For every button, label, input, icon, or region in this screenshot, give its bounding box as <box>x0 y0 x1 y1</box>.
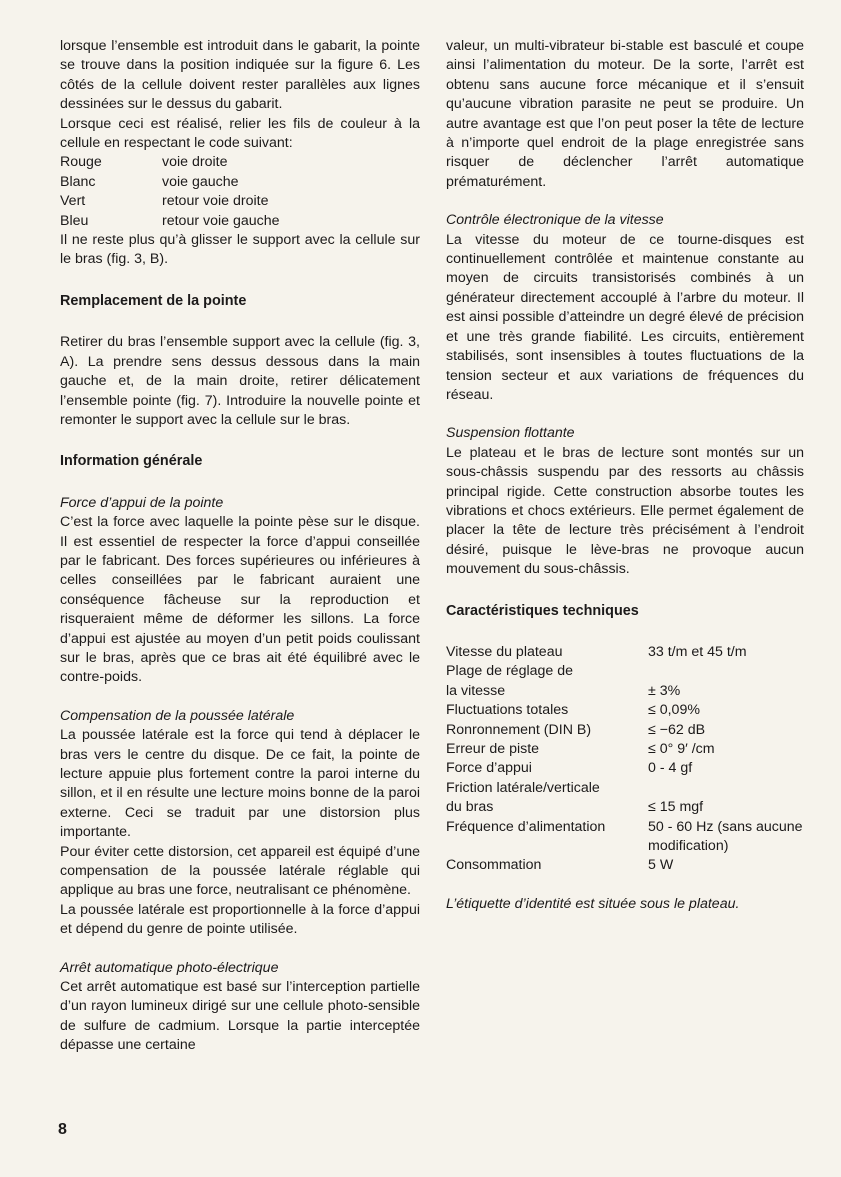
spec-row <box>446 701 804 720</box>
subheading-force-appui: Force d’appui de la pointe <box>60 494 224 511</box>
spec-table <box>446 643 804 876</box>
spec-row <box>446 682 804 701</box>
code-meaning: retour voie droite <box>162 193 269 210</box>
left-column <box>60 37 420 1056</box>
spec-row <box>446 856 804 875</box>
subheading-controle-vitesse: Contrôle électronique de la vitesse <box>446 212 664 229</box>
paragraph: La vitesse du moteur de ce tourne-disques est continuellement contrôlée et maintenue constante au moyen de circuits transistorisés combinés à un générateur directement accouplé à l’arbre du moteur. Il est ainsi possible d’atteindre un degré élevé de précision et une très grande fiabilité. Les circuits, entièrement stabilisés, sont insensibles à toutes fluctuations de la tension secteur et aux variations de fréquences du réseau. <box>446 231 804 403</box>
section-heading-information: Information générale <box>60 453 203 470</box>
spec-label: la vitesse <box>446 682 506 699</box>
spec-value: 5 W <box>648 857 674 874</box>
spec-row <box>446 759 804 778</box>
spec-label: Vitesse du plateau <box>446 643 563 660</box>
code-color: Bleu <box>60 212 89 229</box>
paragraph: lorsque l’ensemble est introduit dans le gabarit, la pointe se trouve dans la position indiquée sur la figure 6. Les côtés de la cellule doivent rester parallèles aux lignes dessinées sur le dessus du gabarit. <box>60 38 420 113</box>
spec-label: du bras <box>446 799 494 816</box>
section-heading-caracteristiques: Caractéristiques techniques <box>446 602 639 619</box>
spec-value: ± 3% <box>648 682 681 699</box>
subheading-arret-automatique: Arrêt automatique photo-électrique <box>60 959 279 976</box>
code-meaning: retour voie gauche <box>162 212 280 229</box>
spec-value <box>648 779 804 798</box>
right-column <box>446 37 804 914</box>
spec-label: Fréquence d’alimentation <box>446 818 606 835</box>
spec-row <box>446 740 804 759</box>
paragraph: Il ne reste plus qu’à glisser le support avec la cellule sur le bras (fig. 3, B). <box>60 232 420 268</box>
spec-row <box>446 662 804 681</box>
paragraph: Le plateau et le bras de lecture sont montés sur un sous-châssis suspendu par des ressorts au châssis principal rigide. Cette construction absorbe toutes les vibrations et chocs extérieurs. Elle permet également de placer la tête de lecture très précisément à l’endroit désiré, puisque le lève-bras ne provoque aucun mouvement du sous-châssis. <box>446 444 804 578</box>
identity-label-note: L’étiquette d’identité est située sous le plateau. <box>446 895 740 912</box>
color-code-row <box>60 173 420 192</box>
paragraph: Retirer du bras l’ensemble support avec la cellule (fig. 3, A). La prendre sens dessus dessous dans la main gauche et, de la main droite, retirer délicatement l’ensemble pointe (fig. 7). Introduire la nouvelle pointe et remonter le support avec la cellule sur le bras. <box>60 334 420 428</box>
spec-value: ≤ 15 mgf <box>648 799 704 816</box>
code-meaning: voie droite <box>162 154 228 171</box>
spec-value: ≤ 0,09% <box>648 702 700 719</box>
code-color: Rouge <box>60 154 102 171</box>
spec-row <box>446 643 804 662</box>
spec-row <box>446 721 804 740</box>
code-color: Vert <box>60 193 86 210</box>
subheading-compensation: Compensation de la poussée latérale <box>60 707 295 724</box>
section-heading-remplacement: Remplacement de la pointe <box>60 292 247 309</box>
spec-label: Erreur de piste <box>446 741 540 757</box>
code-color: Blanc <box>60 173 96 190</box>
paragraph: valeur, un multi-vibrateur bi-stable est basculé et coupe ainsi l’alimentation du moteur. De la sorte, l’arrêt est obtenu sans aucune force mécanique et il s’ensuit qu’aucune vibration parasite ne peut se produire. Un autre avantage est que l’on peut poser la tête de lecture à n’importe quel endroit de la plage enregistrée sans risquer de déclencher l’arrêt automatique prématurément. <box>446 38 804 190</box>
spec-label: Ronronnement (DIN B) <box>446 721 592 738</box>
spec-label: Friction latérale/verticale <box>446 779 600 796</box>
spec-value: 33 t/m et 45 t/m <box>648 643 747 660</box>
spec-label: Consommation <box>446 857 542 874</box>
paragraph: Lorsque ceci est réalisé, relier les fils de couleur à la cellule en respectant le code suivant: <box>60 115 420 152</box>
page-number: 8 <box>58 1121 67 1138</box>
spec-row <box>446 818 804 857</box>
color-code-row <box>60 153 420 172</box>
subheading-suspension: Suspension flottante <box>446 425 575 442</box>
spec-value: 50 - 60 Hz (sans aucune modification) <box>648 818 803 855</box>
paragraph: Pour éviter cette distorsion, cet appareil est équipé d’une compensation de la poussée latérale réglable qui applique au bras une force, neutralisant ce phénomène. <box>60 843 420 899</box>
spec-row <box>446 798 804 817</box>
color-code-row <box>60 192 420 211</box>
paragraph: La poussée latérale est la force qui tend à déplacer le bras vers le centre du disque. De ce fait, la pointe de lecture appuie plus fortement contre la paroi interne du sillon, et il en résulte une lecture moins bonne de la paroi externe. Ceci se traduit par une distorsion plus importante. <box>60 727 420 841</box>
spec-value <box>648 662 804 681</box>
spec-value: ≤ 0° 9′ /cm <box>648 741 715 757</box>
spec-label: Plage de réglage de <box>446 663 574 680</box>
spec-label: Force d’appui <box>446 760 532 777</box>
color-code-table <box>60 153 420 231</box>
spec-label: Fluctuations totales <box>446 702 569 719</box>
paragraph: La poussée latérale est proportionnelle à la force d’appui et dépend du genre de pointe utilisée. <box>60 901 420 938</box>
spec-value: 0 - 4 gf <box>648 760 693 777</box>
paragraph: C’est la force avec laquelle la pointe pèse sur le disque. Il est essentiel de respecter la force d’appui conseillée par le fabricant. Des forces supérieures ou inférieures à celles conseillées par le fabricant auraient une conséquence fâcheuse sur la reproduction et risqueraient même de déformer les sillons. La force d’appui est ajustée au moyen d’un petit poids coulissant sur le bras, après que ce bras ait été équilibré avec le contre-poids. <box>60 514 420 686</box>
paragraph: Cet arrêt automatique est basé sur l’interception partielle d’un rayon lumineux dirigé sur une cellule photo-sensible de sulfure de cadmium. Lorsque la partie interceptée dépasse une certaine <box>60 979 420 1054</box>
spec-row <box>446 779 804 798</box>
spec-value: ≤ −62 dB <box>648 721 706 738</box>
code-meaning: voie gauche <box>162 173 239 190</box>
color-code-row <box>60 212 420 231</box>
